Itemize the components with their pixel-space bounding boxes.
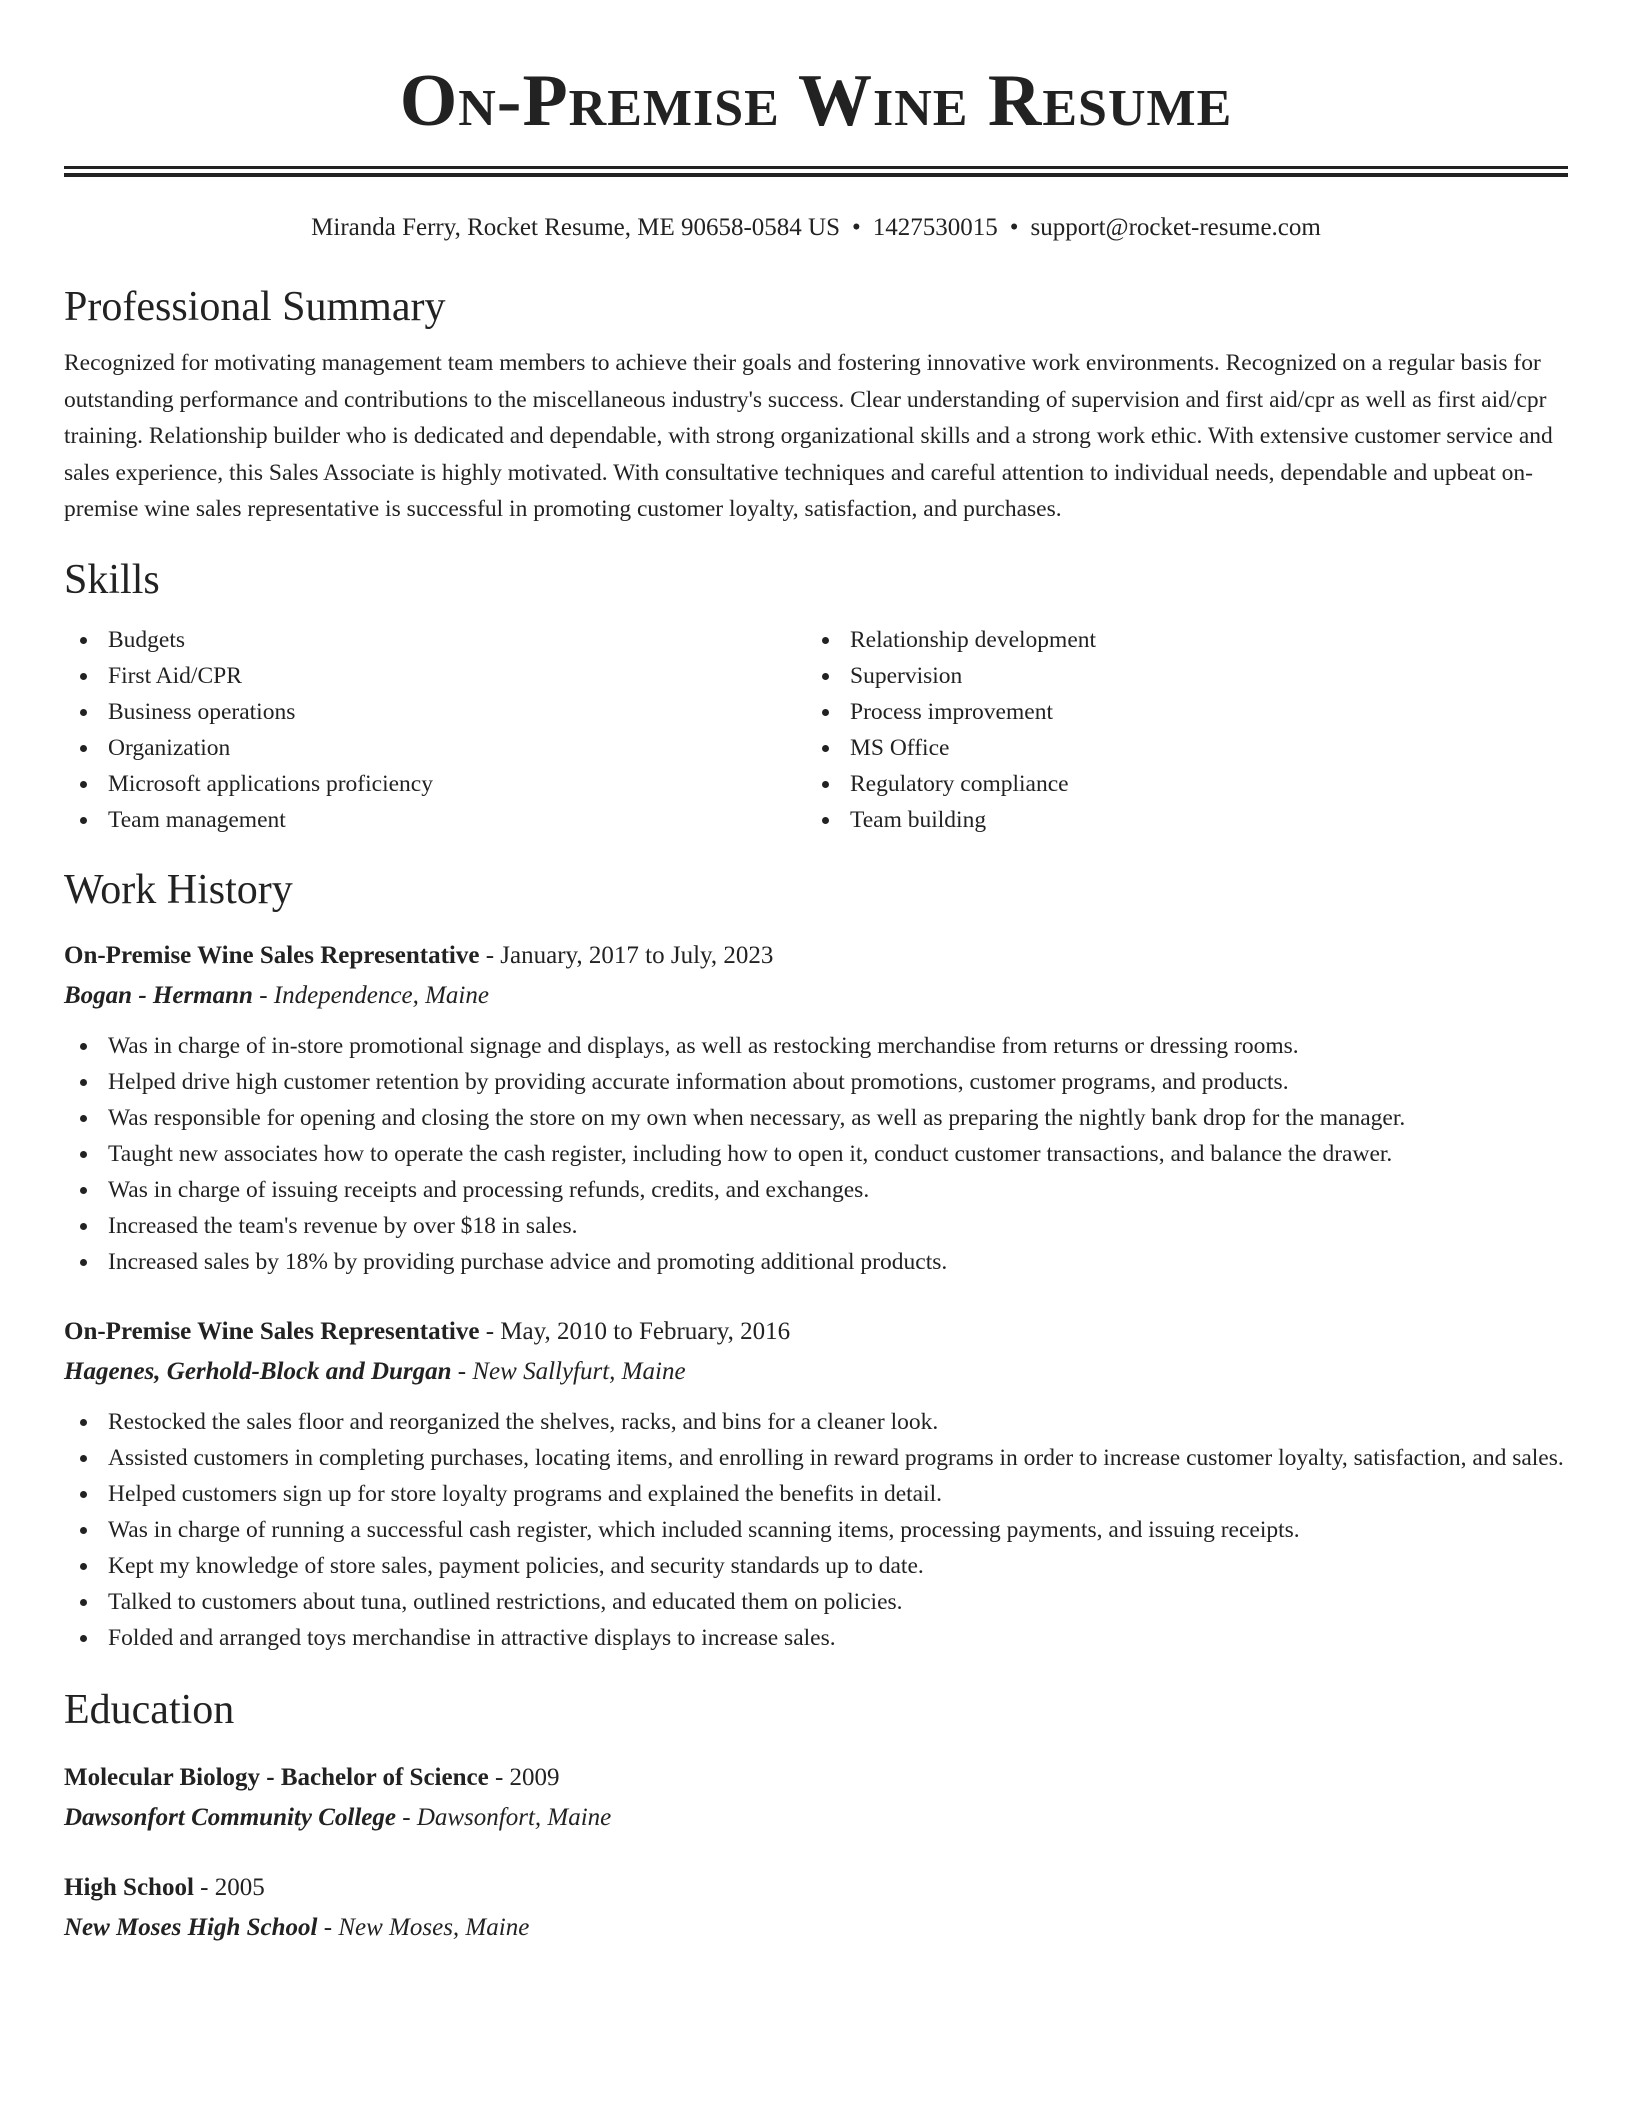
skills-list-right	[806, 622, 1548, 838]
edu-year: 2009	[509, 1763, 560, 1791]
contact-separator: •	[1009, 214, 1019, 241]
job-separator: -	[479, 941, 501, 969]
job-bullet: Folded and arranged toys merchandise in attractive displays to increase sales.	[64, 1620, 1568, 1656]
job-title-line	[64, 936, 1568, 976]
skill-item: First Aid/CPR	[64, 658, 806, 694]
edu-year: 2005	[214, 1873, 265, 1901]
job-bullet: Assisted customers in completing purchases, locating items, and enrolling in reward programs in order to increase customer loyalty, satisfaction, and sales.	[64, 1440, 1568, 1476]
job-bullet: Was in charge of issuing receipts and processing refunds, credits, and exchanges.	[64, 1172, 1568, 1208]
job-bullet: Increased sales by 18% by providing purchase advice and promoting additional products.	[64, 1244, 1568, 1280]
title-double-rule	[64, 166, 1568, 177]
job-bullet: Taught new associates how to operate the cash register, including how to open it, conduct customer transactions, and balance the drawer.	[64, 1136, 1568, 1172]
job-bullet: Was in charge of in-store promotional signage and displays, as well as restocking merchandise from returns or dressing rooms.	[64, 1028, 1568, 1064]
education-entry	[64, 1758, 1568, 1838]
job-bullets	[64, 1404, 1568, 1656]
job-bullet: Helped drive high customer retention by providing accurate information about promotions, customer programs, and products.	[64, 1064, 1568, 1100]
job-role: On-Premise Wine Sales Representative	[64, 941, 480, 969]
skill-item: Team building	[806, 802, 1548, 838]
job-location: New Sallyfurt, Maine	[472, 1357, 686, 1385]
skill-item: Business operations	[64, 694, 806, 730]
contact-phone: 1427530015	[872, 214, 998, 241]
contact-line	[64, 211, 1568, 245]
skill-item: Relationship development	[806, 622, 1548, 658]
job-entry	[64, 1312, 1568, 1656]
skills-heading: Skills	[64, 556, 160, 603]
employer-line	[64, 976, 1568, 1016]
summary-heading: Professional Summary	[64, 284, 446, 330]
summary-text: Recognized for motivating management team members to achieve their goals and fostering innovative work environments. Recognized on a regular basis for outstanding performance and contributions to the miscellaneous industry's success. Clear understanding of supervision and first aid/cpr as well as first aid/cpr training. Relationship builder who is dedicated and dependable, with strong organizational skills and a strong work ethic. With extensive customer service and sales experience, this Sales Associate is highly motivated. With consultative techniques and careful attention to individual needs, dependable and upbeat on-premise wine sales representative is successful in promoting customer loyalty, satisfaction, and purchases.	[64, 350, 1553, 522]
skill-item: Budgets	[64, 622, 806, 658]
job-bullet: Was responsible for opening and closing the store on my own when necessary, as well as preparing the nightly bank drop for the manager.	[64, 1100, 1568, 1136]
contact-email: support@rocket-resume.com	[1030, 214, 1321, 241]
employer-line	[64, 1352, 1568, 1392]
edu-school: Dawsonfort Community College	[64, 1803, 396, 1831]
job-separator: -	[252, 981, 274, 1009]
job-dates: May, 2010 to February, 2016	[500, 1317, 791, 1345]
job-entry	[64, 936, 1568, 1280]
job-company: Bogan - Hermann	[64, 981, 253, 1009]
contact-address: Miranda Ferry, Rocket Resume, ME 90658-0584 US	[311, 214, 841, 241]
job-bullet: Helped customers sign up for store loyalty programs and explained the benefits in detail.	[64, 1476, 1568, 1512]
job-bullet: Increased the team's revenue by over $18 in sales.	[64, 1208, 1568, 1244]
edu-location: New Moses, Maine	[338, 1913, 530, 1941]
degree-line	[64, 1868, 1568, 1908]
education-entry	[64, 1868, 1568, 1948]
edu-location: Dawsonfort, Maine	[416, 1803, 612, 1831]
skills-list-left	[64, 622, 806, 838]
job-separator: -	[451, 1357, 473, 1385]
job-title-line	[64, 1312, 1568, 1352]
skill-item: Regulatory compliance	[806, 766, 1548, 802]
contact-separator: •	[852, 214, 861, 241]
education-heading: Education	[64, 1686, 235, 1733]
edu-degree: High School	[64, 1873, 194, 1901]
skill-item: MS Office	[806, 730, 1548, 766]
job-bullets	[64, 1028, 1568, 1280]
edu-degree: Molecular Biology - Bachelor of Science	[64, 1763, 489, 1791]
job-bullet: Kept my knowledge of store sales, payment policies, and security standards up to date.	[64, 1548, 1568, 1584]
edu-separator: -	[193, 1873, 215, 1901]
resume-title: On-Premise Wine Resume	[399, 60, 1233, 142]
skills-columns	[64, 622, 1568, 838]
work-history-heading: Work History	[64, 866, 293, 913]
school-line	[64, 1908, 1568, 1948]
job-bullet: Restocked the sales floor and reorganized the shelves, racks, and bins for a cleaner look.	[64, 1404, 1568, 1440]
job-location: Independence, Maine	[273, 981, 489, 1009]
school-line	[64, 1798, 1568, 1838]
job-bullet: Was in charge of running a successful cash register, which included scanning items, processing payments, and issuing receipts.	[64, 1512, 1568, 1548]
job-role: On-Premise Wine Sales Representative	[64, 1317, 480, 1345]
edu-separator: -	[395, 1803, 417, 1831]
edu-separator: -	[317, 1913, 339, 1941]
skill-item: Supervision	[806, 658, 1548, 694]
skill-item: Process improvement	[806, 694, 1548, 730]
skill-item: Microsoft applications proficiency	[64, 766, 806, 802]
job-dates: January, 2017 to July, 2023	[500, 941, 774, 969]
edu-separator: -	[488, 1763, 510, 1791]
skill-item: Team management	[64, 802, 806, 838]
degree-line	[64, 1758, 1568, 1798]
skill-item: Organization	[64, 730, 806, 766]
edu-school: New Moses High School	[64, 1913, 318, 1941]
job-separator: -	[479, 1317, 501, 1345]
job-company: Hagenes, Gerhold-Block and Durgan	[64, 1357, 452, 1385]
job-bullet: Talked to customers about tuna, outlined restrictions, and educated them on policies.	[64, 1584, 1568, 1620]
